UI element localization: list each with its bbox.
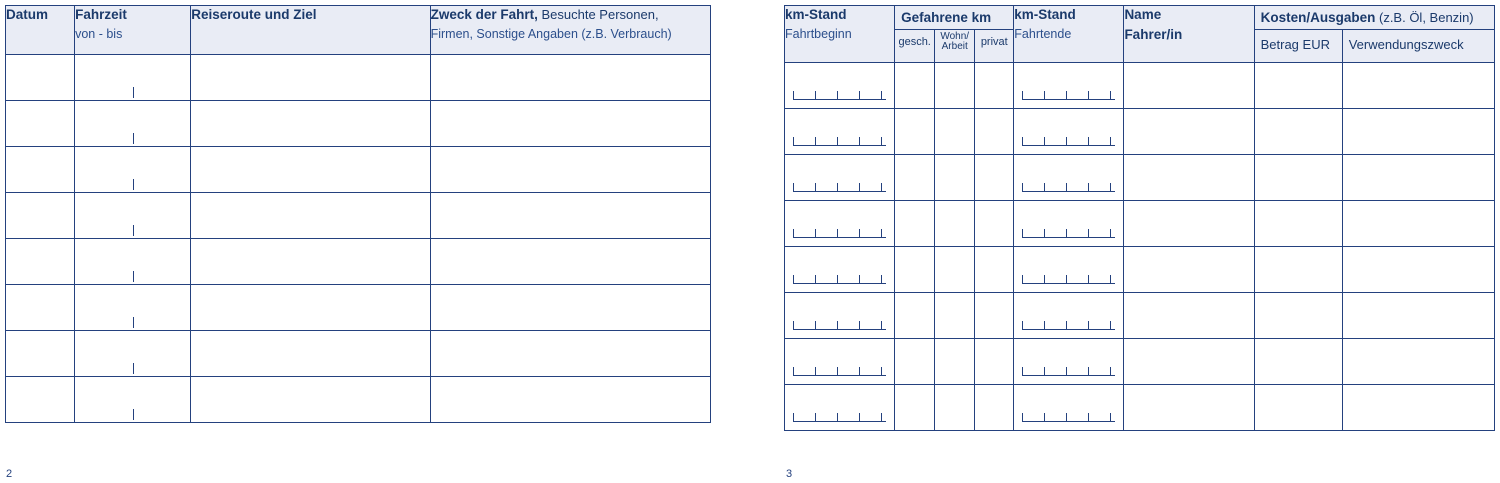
table-row[interactable] [785, 63, 1495, 109]
column-header-privat-label: privat [980, 36, 1008, 48]
table-row[interactable] [785, 293, 1495, 339]
cell-wohn-arbeit[interactable] [935, 247, 975, 293]
ruler-baseline-icon [1022, 191, 1115, 192]
column-header-km-stand-ende-sublabel: Fahrtende [1014, 26, 1072, 41]
ruler-tick-icon [815, 183, 816, 192]
ruler-tick-icon [1066, 229, 1067, 238]
cell-verwendungszweck[interactable] [1342, 63, 1494, 109]
ruler-tick-icon [1044, 321, 1045, 330]
cell-betrag-eur[interactable] [1254, 293, 1342, 339]
cell-name-fahrer[interactable] [1124, 385, 1254, 431]
column-header-fahrzeit [75, 6, 191, 55]
left-page-table [5, 5, 711, 423]
ruler-tick-icon [881, 321, 882, 330]
ruler-tick-icon [837, 183, 838, 192]
table-row[interactable] [6, 193, 711, 239]
ruler-tick-icon [859, 275, 860, 284]
cell-zweck[interactable] [430, 285, 710, 331]
cell-km-stand-ende[interactable] [1014, 63, 1124, 109]
cell-datum[interactable] [6, 285, 75, 331]
column-header-wohn-arbeit-label-line1: Wohn/ [940, 31, 970, 42]
cell-verwendungszweck[interactable] [1342, 339, 1494, 385]
ruler-tick-icon [1044, 367, 1045, 376]
right-table-body [785, 63, 1495, 431]
cell-name-fahrer[interactable] [1124, 247, 1254, 293]
cell-datum[interactable] [6, 331, 75, 377]
cell-name-fahrer[interactable] [1124, 201, 1254, 247]
cell-fahrzeit[interactable] [75, 285, 191, 331]
left-page [5, 5, 711, 423]
ruler-tick-icon [837, 137, 838, 146]
cell-privat[interactable] [975, 109, 1014, 155]
ruler-tick-icon [793, 91, 794, 100]
ruler-baseline-icon [1022, 329, 1115, 330]
ruler-tick-icon [1110, 413, 1111, 422]
cell-datum[interactable] [6, 377, 75, 423]
ruler-baseline-icon [793, 421, 886, 422]
cell-fahrzeit[interactable] [75, 55, 191, 101]
ruler-baseline-icon [793, 99, 886, 100]
cell-name-fahrer[interactable] [1124, 293, 1254, 339]
ruler-tick-icon [793, 183, 794, 192]
ruler-baseline-icon [793, 145, 886, 146]
time-divider-tick-icon [133, 179, 134, 190]
km-ruler-beginn [785, 63, 894, 108]
cell-km-stand-ende[interactable] [1014, 201, 1124, 247]
ruler-tick-icon [1044, 91, 1045, 100]
table-row[interactable] [6, 101, 711, 147]
cell-privat[interactable] [975, 63, 1014, 109]
table-row[interactable] [6, 55, 711, 101]
left-table-header [6, 6, 711, 55]
cell-gesch[interactable] [895, 201, 935, 247]
km-ruler-beginn [785, 339, 894, 384]
column-header-gefahrene-km [895, 6, 1014, 30]
cell-wohn-arbeit[interactable] [935, 293, 975, 339]
km-ruler-ende [1014, 385, 1123, 430]
ruler-tick-icon [1088, 321, 1089, 330]
cell-privat[interactable] [975, 339, 1014, 385]
cell-reiseroute[interactable] [191, 377, 430, 423]
ruler-tick-icon [837, 413, 838, 422]
cell-fahrzeit[interactable] [75, 193, 191, 239]
cell-km-stand-beginn[interactable] [785, 155, 895, 201]
ruler-tick-icon [1044, 229, 1045, 238]
ruler-tick-icon [815, 275, 816, 284]
cell-km-stand-beginn[interactable] [785, 201, 895, 247]
ruler-tick-icon [881, 229, 882, 238]
km-ruler-beginn [785, 293, 894, 338]
ruler-tick-icon [793, 367, 794, 376]
cell-reiseroute[interactable] [191, 239, 430, 285]
cell-name-fahrer[interactable] [1124, 155, 1254, 201]
cell-betrag-eur[interactable] [1254, 109, 1342, 155]
table-row[interactable] [6, 331, 711, 377]
ruler-tick-icon [859, 137, 860, 146]
column-header-datum [6, 6, 75, 55]
cell-verwendungszweck[interactable] [1342, 155, 1494, 201]
ruler-tick-icon [815, 321, 816, 330]
cell-zweck[interactable] [430, 101, 710, 147]
ruler-tick-icon [1110, 91, 1111, 100]
cell-wohn-arbeit[interactable] [935, 109, 975, 155]
cell-betrag-eur[interactable] [1254, 247, 1342, 293]
cell-betrag-eur[interactable] [1254, 339, 1342, 385]
ruler-tick-icon [881, 413, 882, 422]
ruler-tick-icon [1088, 275, 1089, 284]
cell-datum[interactable] [6, 239, 75, 285]
header-row-top [785, 6, 1495, 30]
cell-name-fahrer[interactable] [1124, 63, 1254, 109]
time-divider-tick-icon [133, 133, 134, 144]
ruler-tick-icon [815, 413, 816, 422]
cell-reiseroute[interactable] [191, 285, 430, 331]
km-ruler-ende [1014, 293, 1123, 338]
column-header-wohn-arbeit-label-line2: Arbeit [941, 41, 968, 52]
column-header-name-label: Name [1124, 7, 1162, 22]
ruler-tick-icon [837, 91, 838, 100]
cell-name-fahrer[interactable] [1124, 339, 1254, 385]
ruler-tick-icon [815, 367, 816, 376]
cell-km-stand-ende[interactable] [1014, 385, 1124, 431]
table-row[interactable] [785, 201, 1495, 247]
ruler-tick-icon [815, 229, 816, 238]
time-divider-tick-icon [133, 225, 134, 236]
cell-km-stand-beginn[interactable] [785, 109, 895, 155]
cell-privat[interactable] [975, 385, 1014, 431]
cell-zweck[interactable] [430, 193, 710, 239]
ruler-tick-icon [1066, 137, 1067, 146]
cell-verwendungszweck[interactable] [1342, 293, 1494, 339]
cell-gesch[interactable] [895, 109, 935, 155]
ruler-tick-icon [1088, 229, 1089, 238]
ruler-tick-icon [1022, 91, 1023, 100]
ruler-tick-icon [793, 137, 794, 146]
table-row[interactable] [6, 239, 711, 285]
column-header-reiseroute-label: Reiseroute und Ziel [191, 7, 317, 22]
ruler-tick-icon [881, 367, 882, 376]
time-divider-tick-icon [133, 409, 134, 420]
right-page [784, 5, 1495, 431]
cell-datum[interactable] [6, 193, 75, 239]
ruler-tick-icon [859, 91, 860, 100]
cell-privat[interactable] [975, 201, 1014, 247]
column-header-km-stand-beginn-label: km-Stand [785, 7, 847, 22]
ruler-tick-icon [859, 413, 860, 422]
cell-km-stand-beginn[interactable] [785, 339, 895, 385]
ruler-tick-icon [793, 321, 794, 330]
cell-km-stand-beginn[interactable] [785, 247, 895, 293]
cell-verwendungszweck[interactable] [1342, 201, 1494, 247]
ruler-tick-icon [1066, 413, 1067, 422]
cell-reiseroute[interactable] [191, 101, 430, 147]
column-header-betrag-eur [1254, 30, 1342, 63]
ruler-tick-icon [1022, 413, 1023, 422]
column-header-zweck [430, 6, 710, 55]
ruler-tick-icon [1022, 275, 1023, 284]
ruler-baseline-icon [1022, 421, 1115, 422]
cell-gesch[interactable] [895, 293, 935, 339]
column-header-zweck-inline: Besuchte Personen, [537, 7, 659, 22]
cell-wohn-arbeit[interactable] [935, 201, 975, 247]
cell-zweck[interactable] [430, 239, 710, 285]
ruler-baseline-icon [1022, 145, 1115, 146]
cell-km-stand-beginn[interactable] [785, 385, 895, 431]
left-table-body [6, 55, 711, 423]
km-ruler-beginn [785, 109, 894, 154]
ruler-baseline-icon [793, 237, 886, 238]
column-header-kosten-ausgaben [1254, 6, 1494, 30]
column-header-km-stand-ende [1014, 6, 1124, 63]
cell-reiseroute[interactable] [191, 193, 430, 239]
cell-gesch[interactable] [895, 247, 935, 293]
cell-wohn-arbeit[interactable] [935, 63, 975, 109]
ruler-tick-icon [1088, 183, 1089, 192]
cell-km-stand-ende[interactable] [1014, 339, 1124, 385]
column-header-gesch [895, 30, 935, 63]
ruler-tick-icon [1066, 367, 1067, 376]
column-header-fahrzeit-label: Fahrzeit [75, 7, 127, 22]
ruler-tick-icon [1044, 413, 1045, 422]
cell-km-stand-ende[interactable] [1014, 293, 1124, 339]
cell-privat[interactable] [975, 155, 1014, 201]
cell-km-stand-beginn[interactable] [785, 63, 895, 109]
ruler-tick-icon [837, 321, 838, 330]
km-ruler-beginn [785, 247, 894, 292]
column-header-kosten-ausgaben-inline: (z.B. Öl, Benzin) [1375, 10, 1474, 25]
column-header-km-stand-beginn [785, 6, 895, 63]
ruler-tick-icon [793, 413, 794, 422]
ruler-baseline-icon [1022, 237, 1115, 238]
right-page-table [784, 5, 1495, 431]
ruler-tick-icon [1088, 137, 1089, 146]
cell-fahrzeit[interactable] [75, 239, 191, 285]
ruler-tick-icon [837, 275, 838, 284]
column-header-km-stand-ende-label: km-Stand [1014, 7, 1076, 22]
ruler-tick-icon [1022, 321, 1023, 330]
cell-datum[interactable] [6, 55, 75, 101]
cell-zweck[interactable] [430, 147, 710, 193]
column-header-wohn-arbeit [935, 30, 975, 63]
ruler-tick-icon [1066, 91, 1067, 100]
ruler-tick-icon [1088, 367, 1089, 376]
ruler-tick-icon [815, 91, 816, 100]
ruler-baseline-icon [793, 329, 886, 330]
table-row[interactable] [785, 385, 1495, 431]
ruler-tick-icon [859, 183, 860, 192]
ruler-tick-icon [1066, 275, 1067, 284]
ruler-tick-icon [859, 229, 860, 238]
cell-fahrzeit[interactable] [75, 147, 191, 193]
ruler-tick-icon [793, 275, 794, 284]
cell-verwendungszweck[interactable] [1342, 247, 1494, 293]
ruler-tick-icon [1022, 183, 1023, 192]
time-divider-tick-icon [133, 87, 134, 98]
km-ruler-ende [1014, 63, 1123, 108]
cell-fahrzeit[interactable] [75, 101, 191, 147]
cell-gesch[interactable] [895, 63, 935, 109]
table-row[interactable] [6, 377, 711, 423]
ruler-tick-icon [1022, 137, 1023, 146]
cell-betrag-eur[interactable] [1254, 201, 1342, 247]
cell-gesch[interactable] [895, 339, 935, 385]
ruler-tick-icon [1088, 91, 1089, 100]
ruler-tick-icon [837, 229, 838, 238]
cell-zweck[interactable] [430, 377, 710, 423]
column-header-zweck-label: Zweck der Fahrt, [430, 7, 538, 22]
time-divider-tick-icon [133, 317, 134, 328]
column-header-datum-label: Datum [6, 7, 49, 22]
ruler-baseline-icon [1022, 375, 1115, 376]
ruler-tick-icon [1088, 413, 1089, 422]
page-number-right: 3 [786, 468, 793, 480]
ruler-tick-icon [859, 321, 860, 330]
ruler-tick-icon [837, 367, 838, 376]
ruler-tick-icon [859, 367, 860, 376]
cell-privat[interactable] [975, 293, 1014, 339]
column-header-fahrer-label: Fahrer/in [1124, 26, 1183, 42]
ruler-tick-icon [881, 91, 882, 100]
table-row[interactable] [785, 109, 1495, 155]
column-header-kosten-ausgaben-label: Kosten/Ausgaben [1260, 10, 1376, 25]
column-header-km-stand-beginn-sublabel: Fahrtbeginn [785, 26, 852, 41]
column-header-verwendungszweck-label: Verwendungszweck [1348, 37, 1464, 52]
ruler-tick-icon [1044, 183, 1045, 192]
time-divider-tick-icon [133, 271, 134, 282]
cell-datum[interactable] [6, 101, 75, 147]
cell-zweck[interactable] [430, 331, 710, 377]
cell-wohn-arbeit[interactable] [935, 339, 975, 385]
table-row[interactable] [785, 247, 1495, 293]
ruler-tick-icon [1110, 275, 1111, 284]
cell-km-stand-ende[interactable] [1014, 247, 1124, 293]
cell-wohn-arbeit[interactable] [935, 155, 975, 201]
table-row[interactable] [785, 155, 1495, 201]
ruler-tick-icon [1066, 321, 1067, 330]
column-header-verwendungszweck [1342, 30, 1494, 63]
ruler-tick-icon [1110, 137, 1111, 146]
cell-privat[interactable] [975, 247, 1014, 293]
cell-verwendungszweck[interactable] [1342, 109, 1494, 155]
cell-km-stand-ende[interactable] [1014, 155, 1124, 201]
ruler-baseline-icon [1022, 99, 1115, 100]
cell-reiseroute[interactable] [191, 55, 430, 101]
ruler-baseline-icon [793, 283, 886, 284]
cell-fahrzeit[interactable] [75, 377, 191, 423]
cell-name-fahrer[interactable] [1124, 109, 1254, 155]
right-table-header [785, 6, 1495, 63]
column-header-gefahrene-km-label: Gefahrene km [901, 10, 992, 25]
cell-km-stand-ende[interactable] [1014, 109, 1124, 155]
ruler-tick-icon [881, 183, 882, 192]
column-header-name-fahrer [1124, 6, 1254, 63]
column-header-gesch-label: gesch. [898, 36, 931, 48]
cell-betrag-eur[interactable] [1254, 385, 1342, 431]
ruler-tick-icon [815, 137, 816, 146]
cell-betrag-eur[interactable] [1254, 63, 1342, 109]
column-header-fahrzeit-sublabel: von - bis [75, 26, 123, 41]
km-ruler-beginn [785, 385, 894, 430]
ruler-baseline-icon [1022, 283, 1115, 284]
km-ruler-beginn [785, 201, 894, 246]
ruler-baseline-icon [793, 375, 886, 376]
ruler-tick-icon [1044, 137, 1045, 146]
cell-reiseroute[interactable] [191, 147, 430, 193]
km-ruler-ende [1014, 339, 1123, 384]
cell-fahrzeit[interactable] [75, 331, 191, 377]
column-header-zweck-sublabel: Firmen, Sonstige Angaben (z.B. Verbrauch) [430, 26, 672, 41]
cell-datum[interactable] [6, 147, 75, 193]
cell-zweck[interactable] [430, 55, 710, 101]
km-ruler-ende [1014, 201, 1123, 246]
time-divider-tick-icon [133, 363, 134, 374]
ruler-tick-icon [1066, 183, 1067, 192]
ruler-tick-icon [1110, 183, 1111, 192]
ruler-tick-icon [1110, 367, 1111, 376]
cell-gesch[interactable] [895, 385, 935, 431]
ruler-tick-icon [1110, 321, 1111, 330]
ruler-tick-icon [793, 229, 794, 238]
column-header-betrag-eur-label: Betrag EUR [1260, 37, 1330, 52]
table-row[interactable] [6, 285, 711, 331]
column-header-reiseroute [191, 6, 430, 55]
ruler-tick-icon [1044, 275, 1045, 284]
ruler-tick-icon [881, 137, 882, 146]
ruler-tick-icon [1022, 229, 1023, 238]
ruler-baseline-icon [793, 191, 886, 192]
table-row[interactable] [6, 147, 711, 193]
cell-gesch[interactable] [895, 155, 935, 201]
km-ruler-ende [1014, 155, 1123, 200]
ruler-tick-icon [881, 275, 882, 284]
ruler-tick-icon [1022, 367, 1023, 376]
cell-verwendungszweck[interactable] [1342, 385, 1494, 431]
km-ruler-beginn [785, 155, 894, 200]
km-ruler-ende [1014, 109, 1123, 154]
cell-km-stand-beginn[interactable] [785, 293, 895, 339]
km-ruler-ende [1014, 247, 1123, 292]
table-row[interactable] [785, 339, 1495, 385]
cell-wohn-arbeit[interactable] [935, 385, 975, 431]
column-header-privat [975, 30, 1014, 63]
cell-reiseroute[interactable] [191, 331, 430, 377]
page-number-left: 2 [6, 468, 13, 480]
ruler-tick-icon [1110, 229, 1111, 238]
cell-betrag-eur[interactable] [1254, 155, 1342, 201]
